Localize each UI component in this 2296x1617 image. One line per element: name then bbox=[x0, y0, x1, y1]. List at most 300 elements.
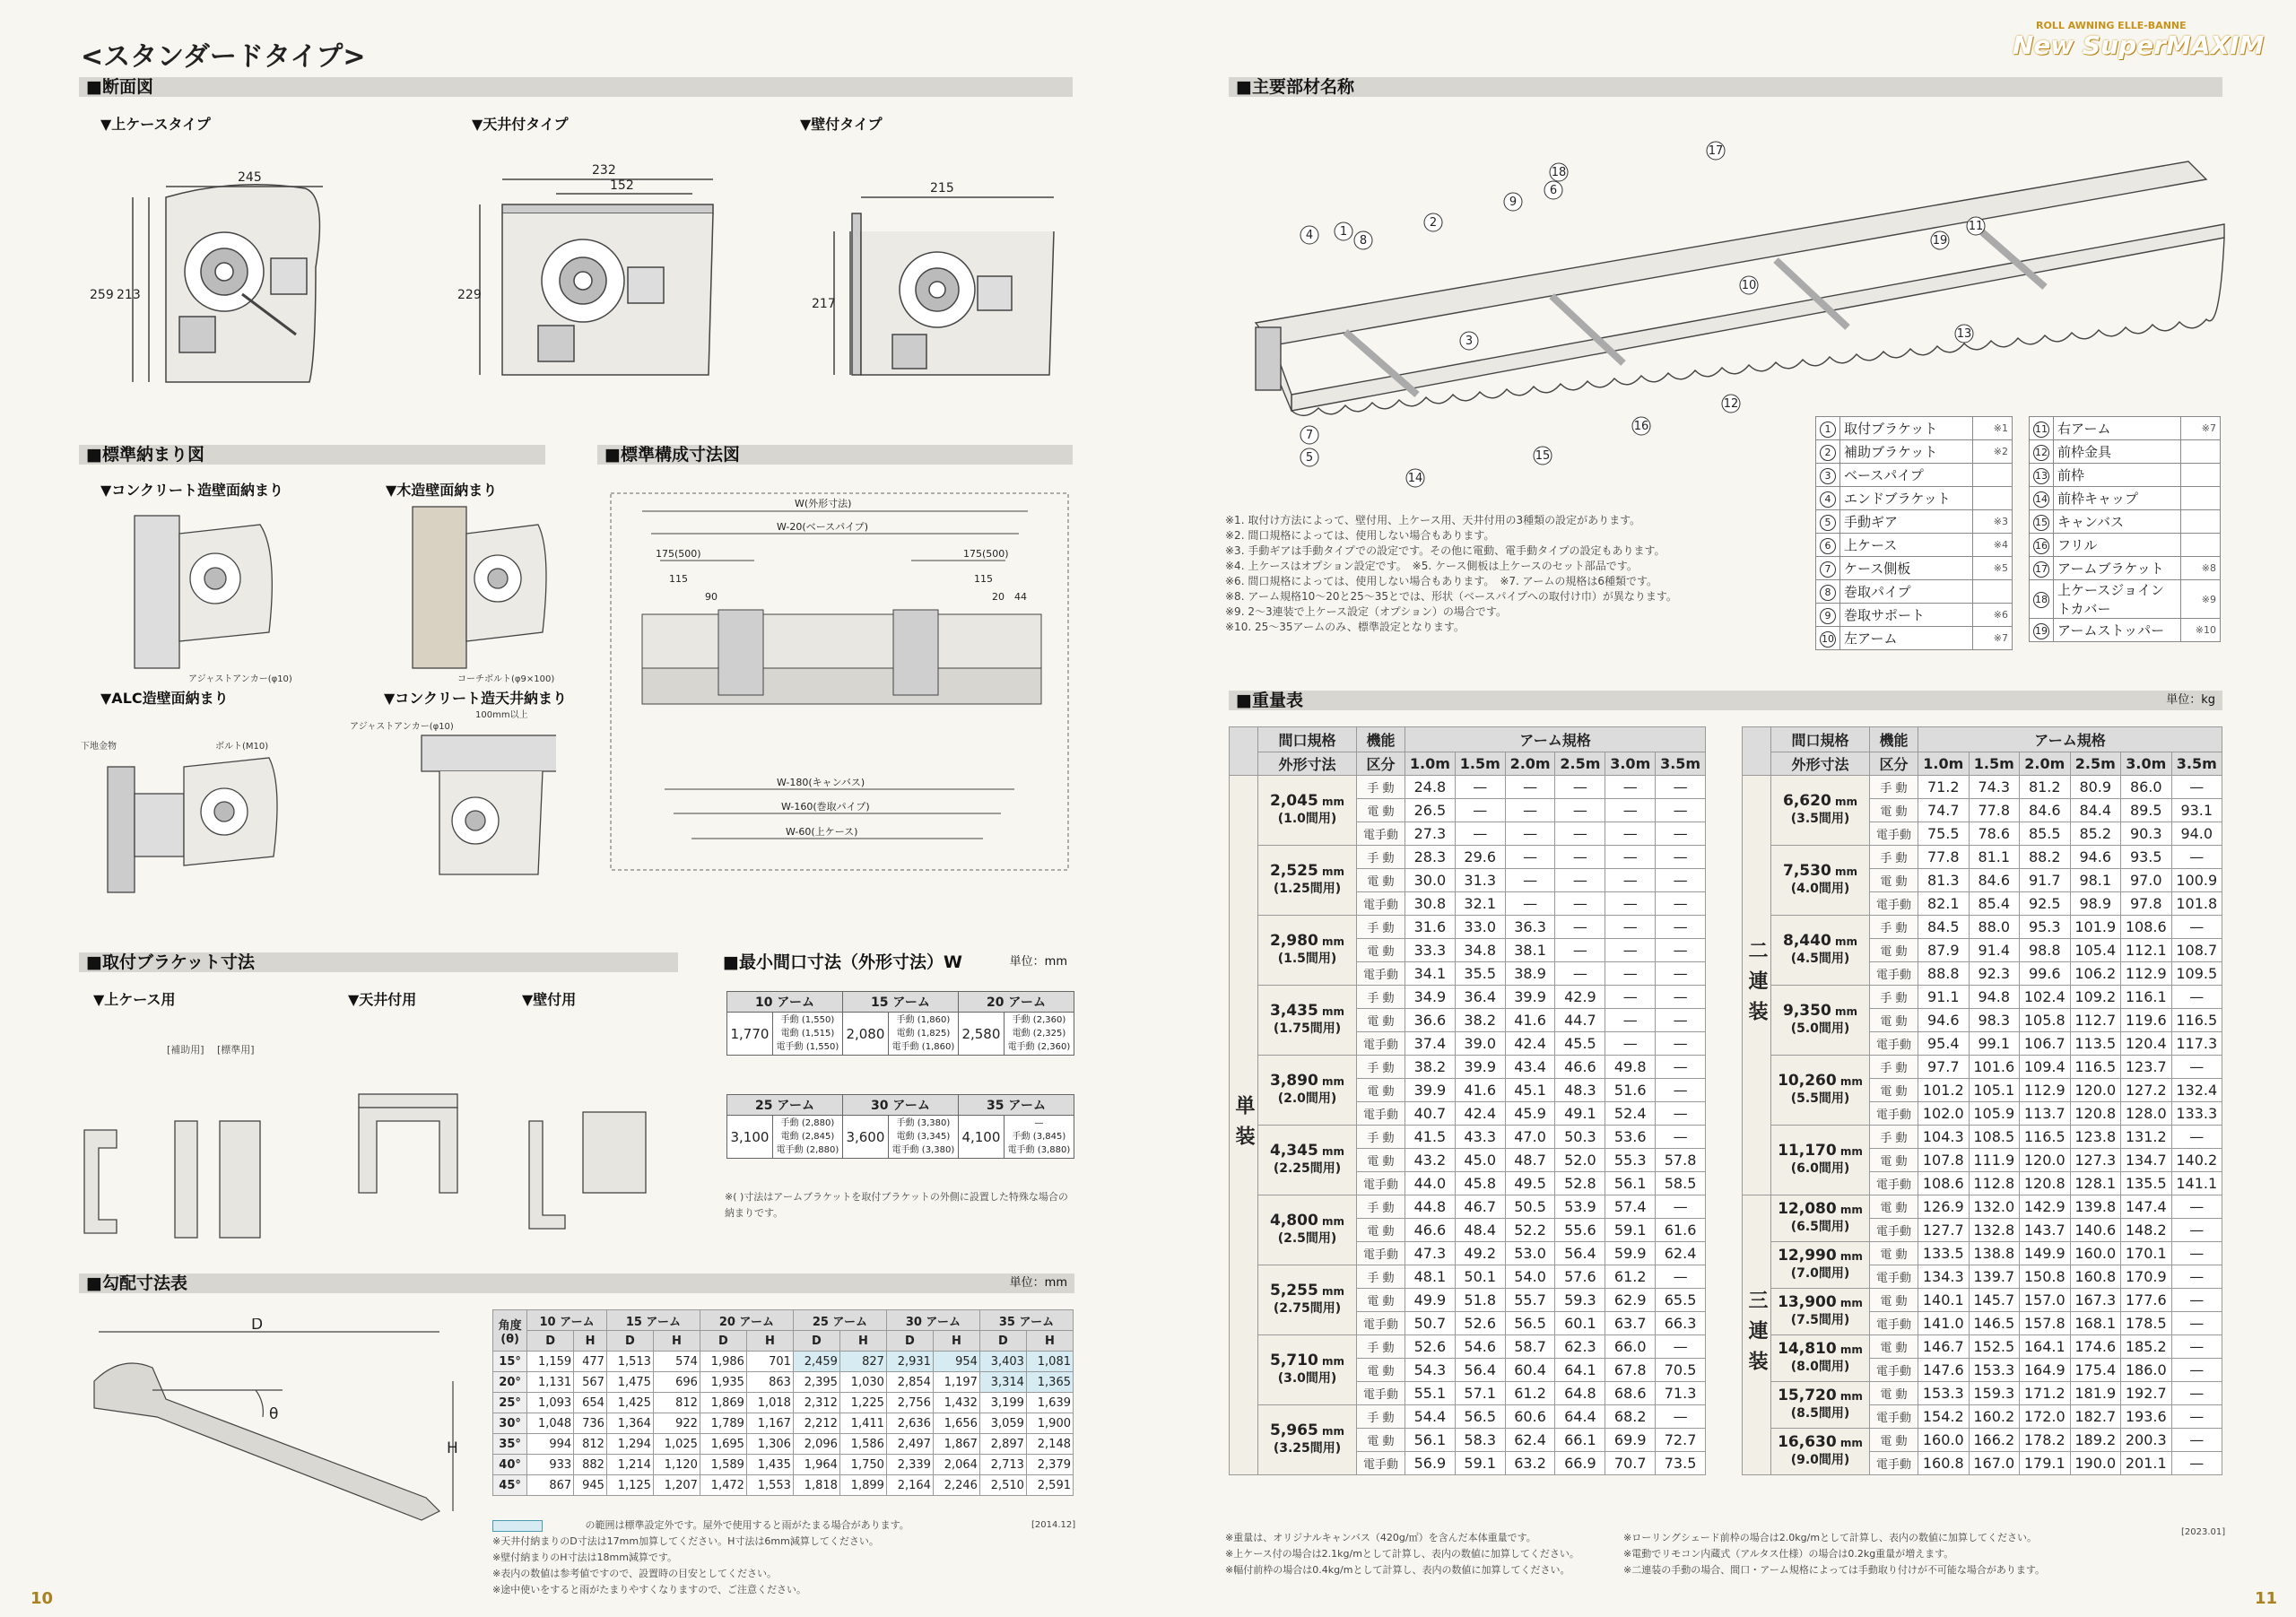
weight-size-cell: 5,710 mm (3.0間用) bbox=[1258, 1335, 1357, 1405]
minw-arm: 30 アーム bbox=[842, 1095, 958, 1116]
part-name: アームブラケット bbox=[2054, 557, 2181, 580]
weight-function-cell: 電 動 bbox=[1870, 869, 1918, 892]
page-number-right: 11 bbox=[2255, 1589, 2278, 1608]
weight-value-cell: 68.6 bbox=[1605, 1382, 1656, 1405]
slope-value-cell: 922 bbox=[653, 1413, 700, 1434]
weight-value-cell: 54.3 bbox=[1405, 1359, 1456, 1382]
weight-value-cell: 88.8 bbox=[1918, 962, 1970, 986]
slope-value-cell: 2,854 bbox=[886, 1372, 933, 1393]
weight-value-cell: 98.1 bbox=[2070, 869, 2121, 892]
parts-note: ※8. アーム規格10～20と25～35とでは、形状（ベースパイプへの取付け巾）が異なります。 bbox=[1225, 590, 1677, 603]
weight-size-cell: 11,170 mm (6.0間用) bbox=[1771, 1126, 1870, 1195]
slope-value-cell: 1,432 bbox=[933, 1393, 979, 1413]
std-115-right: 115 bbox=[974, 573, 993, 585]
slope-value-cell: 1,081 bbox=[1026, 1352, 1073, 1372]
weight-value-cell: 57.6 bbox=[1555, 1265, 1605, 1289]
slope-h-label: H bbox=[447, 1439, 458, 1457]
list-item bbox=[2030, 557, 2221, 580]
part-number: 9 bbox=[1820, 608, 1836, 624]
table-row bbox=[1743, 776, 2222, 799]
slope-value-cell: 654 bbox=[574, 1393, 607, 1413]
weight-value-cell: 48.1 bbox=[1405, 1265, 1456, 1289]
weight-value-cell: 87.9 bbox=[1918, 939, 1970, 962]
slope-h-head: H bbox=[746, 1331, 793, 1352]
slope-value-cell: 2,510 bbox=[979, 1475, 1026, 1496]
table-row bbox=[1230, 986, 1706, 1009]
mount-bolt-label: ボルト(M10) bbox=[215, 742, 269, 752]
parts-table-right bbox=[2029, 416, 2221, 642]
slope-value-cell: 1,789 bbox=[700, 1413, 746, 1434]
slope-value-cell: 1,513 bbox=[606, 1352, 653, 1372]
callout-number: 19 bbox=[1932, 234, 1948, 248]
section-weight bbox=[1229, 691, 2222, 710]
slope-d-head: D bbox=[606, 1331, 653, 1352]
weight-value-cell: 126.9 bbox=[1918, 1195, 1970, 1219]
weight-value-cell: 49.5 bbox=[1505, 1172, 1555, 1195]
part-remark: ※7 bbox=[1973, 627, 2013, 650]
list-item bbox=[2030, 580, 2221, 619]
weight-value-cell: 88.0 bbox=[1969, 916, 2020, 939]
weight-value-cell: 94.6 bbox=[1918, 1009, 1970, 1032]
weight-value-cell: 168.1 bbox=[2070, 1312, 2121, 1335]
weight-value-cell: 90.3 bbox=[2121, 822, 2172, 846]
weight-value-cell: 52.6 bbox=[1405, 1335, 1456, 1359]
minw-arm: 20 アーム bbox=[958, 992, 1074, 1013]
parts-notes bbox=[1225, 513, 1799, 635]
weight-value-cell: 112.1 bbox=[2121, 939, 2172, 962]
weight-value-cell: 140.2 bbox=[2171, 1149, 2222, 1172]
callout-number: 16 bbox=[1633, 420, 1649, 433]
table-row bbox=[1230, 1195, 1706, 1219]
parts-note: ※10. 25～35アームのみ、標準設定となります。 bbox=[1225, 621, 1465, 633]
callout-number: 7 bbox=[1305, 429, 1314, 442]
table-row bbox=[1230, 916, 1706, 939]
weight-value-cell: — bbox=[1505, 799, 1555, 822]
weight-value-cell: 131.2 bbox=[2121, 1126, 2172, 1149]
weight-function-cell: 電 動 bbox=[1357, 1359, 1405, 1382]
slope-value-cell: 2,897 bbox=[979, 1434, 1026, 1455]
weight-value-cell: — bbox=[1656, 1195, 1706, 1219]
weight-value-cell: 102.0 bbox=[1918, 1102, 1970, 1126]
slope-note: ※天井付納まりのD寸法は17mm加算してください。H寸法は6mm減算してください。 bbox=[492, 1535, 879, 1547]
weight-value-cell: — bbox=[1455, 822, 1505, 846]
slope-value-cell: 2,756 bbox=[886, 1393, 933, 1413]
std-w60: W-60(上ケース) bbox=[786, 826, 858, 838]
part-number: 10 bbox=[1820, 631, 1836, 648]
weight-function-cell: 手 動 bbox=[1357, 1335, 1405, 1359]
list-item bbox=[1816, 534, 2013, 557]
weight-function-cell: 電手動 bbox=[1870, 962, 1918, 986]
weight-value-cell: 44.7 bbox=[1555, 1009, 1605, 1032]
slope-value-cell: 3,199 bbox=[979, 1393, 1026, 1413]
part-name: 補助ブラケット bbox=[1840, 440, 1973, 464]
weight-value-cell: 99.6 bbox=[2020, 962, 2071, 986]
weight-value-cell: — bbox=[2171, 1382, 2222, 1405]
weight-value-cell: 177.6 bbox=[2121, 1289, 2172, 1312]
callout-number: 11 bbox=[1968, 220, 1984, 233]
weight-value-cell: 112.8 bbox=[1969, 1172, 2020, 1195]
weight-function-cell: 電 動 bbox=[1870, 1242, 1918, 1265]
weight-value-cell: 134.7 bbox=[2121, 1149, 2172, 1172]
weight-value-cell: — bbox=[1605, 962, 1656, 986]
weight-value-cell: 56.4 bbox=[1555, 1242, 1605, 1265]
slope-d-head: D bbox=[793, 1331, 839, 1352]
part-number: 7 bbox=[1820, 561, 1836, 578]
weight-value-cell: 127.7 bbox=[1918, 1219, 1970, 1242]
dim-a-259: 259 bbox=[90, 288, 114, 302]
weight-value-cell: 107.8 bbox=[1918, 1149, 1970, 1172]
weight-value-cell: 143.7 bbox=[2020, 1219, 2071, 1242]
weight-value-cell: 145.7 bbox=[1969, 1289, 2020, 1312]
weight-value-cell: 166.2 bbox=[1969, 1429, 2020, 1452]
weight-value-cell: 53.9 bbox=[1555, 1195, 1605, 1219]
std-w: W(外形寸法) bbox=[795, 498, 852, 509]
slope-value-cell: 1,411 bbox=[839, 1413, 886, 1434]
slope-value-cell: 696 bbox=[653, 1372, 700, 1393]
weight-value-cell: 181.9 bbox=[2070, 1382, 2121, 1405]
part-number: 19 bbox=[2033, 623, 2049, 639]
weight-value-cell: 34.8 bbox=[1455, 939, 1505, 962]
slope-value-cell: 2,212 bbox=[793, 1413, 839, 1434]
slope-value-cell: 2,459 bbox=[793, 1352, 839, 1372]
parts-note: ※1. 取付け方法によって、壁付用、上ケース用、天井付用の3種類の設定があります。 bbox=[1225, 514, 1641, 526]
weight-value-cell: 66.3 bbox=[1656, 1312, 1706, 1335]
table-row bbox=[493, 1372, 1074, 1393]
minw-value: 2,580 bbox=[958, 1013, 1004, 1056]
parts-note: ※3. 手動ギアは手動タイプでの設定です。その他に電動、電手動タイプの設定もあります。 bbox=[1225, 544, 1665, 557]
weight-value-cell: 77.8 bbox=[1918, 846, 1970, 869]
std-w20: W-20(ベースパイプ) bbox=[777, 521, 869, 533]
section-std: ■標準構成寸法図 bbox=[597, 445, 1073, 465]
weight-value-cell: 139.7 bbox=[1969, 1265, 2020, 1289]
weight-value-cell: 78.6 bbox=[1969, 822, 2020, 846]
weight-value-cell: 49.9 bbox=[1405, 1289, 1456, 1312]
weight-value-cell: 101.9 bbox=[2070, 916, 2121, 939]
min-width-table-top: 10 アーム 15 アーム 20 アーム 1,770 手動 (1,550) 電動 (1,515) 電手動 (1,550) 2,080 手動 (1,860) 電動 (1,825) 電手動 (1,860) 2,580 手動 (2,360) 電動 (2,325) 電手動 (2,360) bbox=[726, 991, 1074, 1056]
weight-function-cell: 手 動 bbox=[1870, 776, 1918, 799]
weight-value-cell: 172.0 bbox=[2020, 1405, 2071, 1429]
weight-value-cell: 164.1 bbox=[2020, 1335, 2071, 1359]
part-name: 上ケースジョイントカバー bbox=[2054, 580, 2181, 619]
weight-value-cell: — bbox=[2171, 1289, 2222, 1312]
weight-function-cell: 電 動 bbox=[1870, 1079, 1918, 1102]
weight-value-cell: 63.7 bbox=[1605, 1312, 1656, 1335]
weight-value-cell: 57.1 bbox=[1455, 1382, 1505, 1405]
weight-value-cell: — bbox=[1656, 1126, 1706, 1149]
weight-value-cell: 36.4 bbox=[1455, 986, 1505, 1009]
weight-value-cell: 80.9 bbox=[2070, 776, 2121, 799]
weight-value-cell: — bbox=[1555, 869, 1605, 892]
slope-value-cell: 1,656 bbox=[933, 1413, 979, 1434]
weight-value-cell: 39.9 bbox=[1505, 986, 1555, 1009]
weight-value-cell: 37.4 bbox=[1405, 1032, 1456, 1056]
weight-value-cell: 92.5 bbox=[2020, 892, 2071, 916]
std-90: 90 bbox=[705, 591, 718, 603]
weight-size-cell: 12,080 mm (6.5間用) bbox=[1771, 1195, 1870, 1242]
weight-value-cell: 69.9 bbox=[1605, 1429, 1656, 1452]
weight-value-cell: — bbox=[1555, 846, 1605, 869]
part-name: 巻取パイプ bbox=[1840, 580, 1973, 604]
slope-h-head: H bbox=[653, 1331, 700, 1352]
weight-value-cell: 74.3 bbox=[1969, 776, 2020, 799]
weight-value-cell: 112.7 bbox=[2070, 1009, 2121, 1032]
weight-value-cell: 112.9 bbox=[2020, 1079, 2071, 1102]
weight-value-cell: 105.9 bbox=[1969, 1102, 2020, 1126]
weight-value-cell: 88.2 bbox=[2020, 846, 2071, 869]
weight-value-cell: 46.7 bbox=[1455, 1195, 1505, 1219]
part-remark bbox=[1973, 580, 2013, 604]
weight-unit: 単位：kg bbox=[2166, 693, 2215, 707]
weight-value-cell: 67.8 bbox=[1605, 1359, 1656, 1382]
slope-value-cell: 1,425 bbox=[606, 1393, 653, 1413]
section-parts: ■主要部材名称 bbox=[1229, 77, 2222, 97]
weight-value-cell: 55.3 bbox=[1605, 1149, 1656, 1172]
minw-title: ■最小間口寸法（外形寸法）W bbox=[723, 952, 962, 972]
list-item bbox=[1816, 604, 2013, 627]
std-w160: W-160(巻取パイプ) bbox=[781, 801, 870, 813]
weight-value-cell: 109.4 bbox=[2020, 1056, 2071, 1079]
weight-notes-left: ※重量は、オリジナルキャンバス（420g/㎡）を含んだ本体重量です。 ※上ケース付の場合は2.1kg/mとして計算し、表内の数値に加算してください。 ※幅付前枠の場合は0.4kg/mとして計算し、表内の数値に加算してください。 bbox=[1225, 1532, 1579, 1576]
weight-value-cell: 42.4 bbox=[1455, 1102, 1505, 1126]
weight-value-cell: 60.6 bbox=[1505, 1405, 1555, 1429]
weight-value-cell: 63.2 bbox=[1505, 1452, 1555, 1475]
weight-size-cell: 7,530 mm (4.0間用) bbox=[1771, 846, 1870, 916]
weight-function-cell: 電 動 bbox=[1870, 939, 1918, 962]
part-remark bbox=[1973, 487, 2013, 510]
minw-arm: 25 アーム bbox=[727, 1095, 843, 1116]
weight-value-cell: 30.0 bbox=[1405, 869, 1456, 892]
slope-value-cell: 1,472 bbox=[700, 1475, 746, 1496]
table-row bbox=[1743, 1056, 2222, 1079]
brand-small: ROLL AWNING ELLE-BANNE bbox=[2036, 20, 2187, 31]
weight-function-cell: 手 動 bbox=[1357, 1265, 1405, 1289]
slope-value-cell: 1,131 bbox=[527, 1372, 574, 1393]
slope-note: ※壁付納まりのH寸法は18mm減算です。 bbox=[492, 1552, 678, 1563]
weight-value-cell: — bbox=[2171, 1452, 2222, 1475]
slope-value-cell: 1,964 bbox=[793, 1455, 839, 1475]
part-remark bbox=[2181, 440, 2221, 464]
weight-value-cell: 123.8 bbox=[2070, 1126, 2121, 1149]
part-remark: ※3 bbox=[1973, 510, 2013, 534]
weight-value-cell: 45.1 bbox=[1505, 1079, 1555, 1102]
part-remark: ※5 bbox=[1973, 557, 2013, 580]
weight-value-cell: 61.2 bbox=[1505, 1382, 1555, 1405]
slope-angle-cell: 40° bbox=[493, 1455, 527, 1475]
weight-size-cell: 9,350 mm (5.0間用) bbox=[1771, 986, 1870, 1056]
weight-size-cell: 6,620 mm (3.5間用) bbox=[1771, 776, 1870, 846]
slope-value-cell: 3,403 bbox=[979, 1352, 1026, 1372]
weight-value-cell: — bbox=[1605, 892, 1656, 916]
weight-value-cell: 60.1 bbox=[1555, 1312, 1605, 1335]
weight-function-cell: 電手動 bbox=[1870, 1265, 1918, 1289]
minw-note: ※( )寸法はアームブラケットを取付ブラケットの外側に設置した特殊な場合の納まりです。 bbox=[725, 1191, 1068, 1219]
weight-value-cell: — bbox=[1505, 776, 1555, 799]
weight-value-cell: 116.5 bbox=[2020, 1126, 2071, 1149]
part-remark: ※4 bbox=[1973, 534, 2013, 557]
weight-value-cell: 101.6 bbox=[1969, 1056, 2020, 1079]
slope-value-cell: 945 bbox=[574, 1475, 607, 1496]
slope-value-cell: 1,159 bbox=[527, 1352, 574, 1372]
weight-value-cell: — bbox=[2171, 1335, 2222, 1359]
callout-number: 15 bbox=[1535, 449, 1551, 463]
slope-h-head: H bbox=[574, 1331, 607, 1352]
weight-value-cell: 81.1 bbox=[1969, 846, 2020, 869]
weight-function-cell: 手 動 bbox=[1870, 1126, 1918, 1149]
slope-value-cell: 812 bbox=[653, 1393, 700, 1413]
weight-value-cell: 24.8 bbox=[1405, 776, 1456, 799]
weight-size-cell: 3,890 mm (2.0間用) bbox=[1258, 1056, 1357, 1126]
list-item bbox=[1816, 580, 2013, 604]
slope-value-cell: 1,818 bbox=[793, 1475, 839, 1496]
weight-value-cell: 60.4 bbox=[1505, 1359, 1555, 1382]
weight-value-cell: — bbox=[1455, 776, 1505, 799]
list-item bbox=[2030, 619, 2221, 642]
weight-value-cell: — bbox=[1656, 939, 1706, 962]
weight-value-cell: 178.2 bbox=[2020, 1429, 2071, 1452]
cross-label-a: ▼上ケースタイプ bbox=[100, 116, 211, 133]
weight-value-cell: 160.0 bbox=[1918, 1429, 1970, 1452]
slope-angle-cell: 20° bbox=[493, 1372, 527, 1393]
part-remark: ※1 bbox=[1973, 417, 2013, 440]
weight-value-cell: 41.6 bbox=[1505, 1009, 1555, 1032]
slope-value-cell: 2,312 bbox=[793, 1393, 839, 1413]
weight-size-cell: 12,990 mm (7.0間用) bbox=[1771, 1242, 1870, 1289]
slope-h-head: H bbox=[933, 1331, 979, 1352]
weight-value-cell: 98.8 bbox=[2020, 939, 2071, 962]
cross-section-drawings bbox=[81, 133, 1076, 393]
weight-value-cell: — bbox=[1656, 846, 1706, 869]
mount-anchor-label: アジャストアンカー(φ10) bbox=[188, 674, 292, 684]
weight-value-cell: — bbox=[2171, 1056, 2222, 1079]
weight-function-cell: 手 動 bbox=[1357, 916, 1405, 939]
weight-value-cell: 64.4 bbox=[1555, 1405, 1605, 1429]
slope-value-cell: 1,899 bbox=[839, 1475, 886, 1496]
weight-function-cell: 電 動 bbox=[1357, 1429, 1405, 1452]
weight-value-cell: 98.3 bbox=[1969, 1009, 2020, 1032]
weight-value-cell: 105.8 bbox=[2020, 1009, 2071, 1032]
weight-value-cell: 160.8 bbox=[1918, 1452, 1970, 1475]
weight-value-cell: 113.5 bbox=[2070, 1032, 2121, 1056]
weight-value-cell: — bbox=[1505, 822, 1555, 846]
slope-value-cell: 1,589 bbox=[700, 1455, 746, 1475]
weight-value-cell: 82.1 bbox=[1918, 892, 1970, 916]
callout-number: 5 bbox=[1305, 451, 1314, 465]
table-row bbox=[1743, 1289, 2222, 1312]
list-item bbox=[1816, 417, 2013, 440]
part-number: 14 bbox=[2033, 491, 2049, 508]
slope-value-cell: 1,364 bbox=[606, 1413, 653, 1434]
bracket-label-a: ▼上ケース用 bbox=[93, 991, 176, 1008]
weight-value-cell: — bbox=[2171, 1405, 2222, 1429]
weight-value-cell: 141.0 bbox=[1918, 1312, 1970, 1335]
weight-function-cell: 電手動 bbox=[1357, 892, 1405, 916]
std-44: 44 bbox=[1014, 591, 1027, 603]
slope-value-cell: 863 bbox=[746, 1372, 793, 1393]
weight-value-cell: 38.9 bbox=[1505, 962, 1555, 986]
weight-value-cell: 62.4 bbox=[1505, 1429, 1555, 1452]
weight-value-cell: 200.3 bbox=[2121, 1429, 2172, 1452]
weight-value-cell: — bbox=[1605, 776, 1656, 799]
weight-value-cell: 56.5 bbox=[1455, 1405, 1505, 1429]
weight-value-cell: 39.0 bbox=[1455, 1032, 1505, 1056]
weight-value-cell: 57.4 bbox=[1605, 1195, 1656, 1219]
weight-value-cell: 51.8 bbox=[1455, 1289, 1505, 1312]
weight-value-cell: 116.5 bbox=[2070, 1056, 2121, 1079]
table-row bbox=[1743, 1195, 2222, 1219]
weight-value-cell: 81.2 bbox=[2020, 776, 2071, 799]
weight-value-cell: 54.6 bbox=[1455, 1335, 1505, 1359]
slope-value-cell: 1,025 bbox=[653, 1434, 700, 1455]
weight-value-cell: 33.3 bbox=[1405, 939, 1456, 962]
slope-value-cell: 1,167 bbox=[746, 1413, 793, 1434]
callout-number: 10 bbox=[1741, 279, 1757, 292]
minw-value: 4,100 bbox=[958, 1116, 1004, 1159]
weight-value-cell: 55.6 bbox=[1555, 1219, 1605, 1242]
slope-value-cell: 1,306 bbox=[746, 1434, 793, 1455]
weight-value-cell: 56.1 bbox=[1405, 1429, 1456, 1452]
weight-function-cell: 電 動 bbox=[1357, 1219, 1405, 1242]
weight-value-cell: — bbox=[2171, 1312, 2222, 1335]
weight-value-cell: 46.6 bbox=[1555, 1056, 1605, 1079]
weight-function-cell: 電手動 bbox=[1870, 1405, 1918, 1429]
weight-value-cell: — bbox=[2171, 916, 2222, 939]
slope-angle-cell: 35° bbox=[493, 1434, 527, 1455]
slope-value-cell: 812 bbox=[574, 1434, 607, 1455]
part-name: ベースパイプ bbox=[1840, 464, 1973, 487]
weight-value-cell: 50.5 bbox=[1505, 1195, 1555, 1219]
mount-drawings bbox=[81, 498, 556, 910]
weight-value-cell: 112.9 bbox=[2121, 962, 2172, 986]
slope-value-cell: 1,935 bbox=[700, 1372, 746, 1393]
weight-value-cell: 34.1 bbox=[1405, 962, 1456, 986]
table-row bbox=[493, 1455, 1074, 1475]
minw-value: 3,100 bbox=[727, 1116, 773, 1159]
weight-value-cell: 58.7 bbox=[1505, 1335, 1555, 1359]
weight-value-cell: — bbox=[2171, 1242, 2222, 1265]
weight-value-cell: — bbox=[1555, 962, 1605, 986]
weight-col-function: 機能 bbox=[1357, 727, 1405, 752]
weight-value-cell: — bbox=[1656, 1335, 1706, 1359]
weight-value-cell: — bbox=[1505, 846, 1555, 869]
callout-number: 14 bbox=[1407, 472, 1423, 485]
list-item bbox=[1816, 510, 2013, 534]
weight-value-cell: 186.0 bbox=[2121, 1359, 2172, 1382]
slope-value-cell: 1,214 bbox=[606, 1455, 653, 1475]
type-title: <スタンダードタイプ> bbox=[81, 41, 366, 73]
callout-number: 1 bbox=[1339, 225, 1348, 239]
table-row bbox=[493, 1475, 1074, 1496]
weight-value-cell: — bbox=[1555, 916, 1605, 939]
slope-value-cell: 867 bbox=[527, 1475, 574, 1496]
weight-size-cell: 16,630 mm (9.0間用) bbox=[1771, 1429, 1870, 1475]
weight-value-cell: 105.4 bbox=[2070, 939, 2121, 962]
weight-value-cell: 66.1 bbox=[1555, 1429, 1605, 1452]
weight-value-cell: 42.9 bbox=[1555, 986, 1605, 1009]
weight-value-cell: 175.4 bbox=[2070, 1359, 2121, 1382]
callout-number: 9 bbox=[1509, 196, 1518, 209]
weight-value-cell: 66.9 bbox=[1555, 1452, 1605, 1475]
minw-unit: 単位：mm bbox=[1009, 955, 1067, 969]
weight-value-cell: 49.2 bbox=[1455, 1242, 1505, 1265]
weight-value-cell: 97.0 bbox=[2121, 869, 2172, 892]
list-item bbox=[1816, 440, 2013, 464]
weight-value-cell: — bbox=[1656, 962, 1706, 986]
part-remark bbox=[1973, 464, 2013, 487]
slope-d-head: D bbox=[886, 1331, 933, 1352]
part-remark: ※2 bbox=[1973, 440, 2013, 464]
slope-theta-label: θ bbox=[269, 1405, 279, 1423]
weight-value-cell: 157.8 bbox=[2020, 1312, 2071, 1335]
